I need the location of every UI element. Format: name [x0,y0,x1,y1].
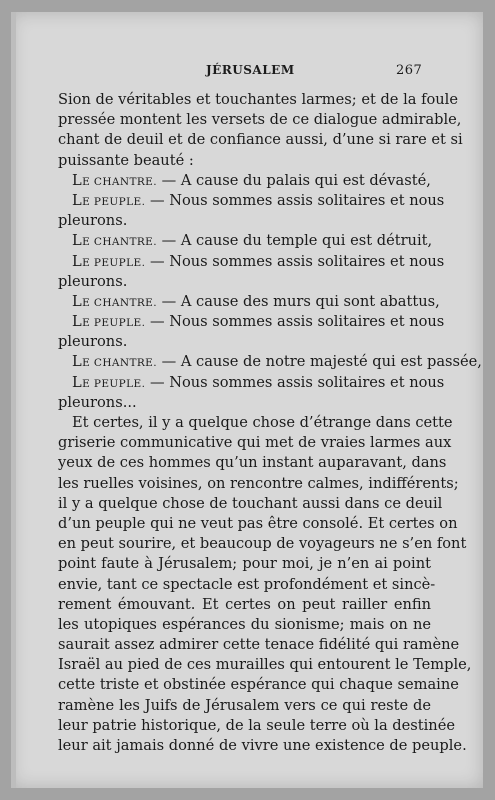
line-text: — A cause des murs qui sont abattus, [156,292,440,310]
text-line [58,191,445,211]
text-line [58,655,472,675]
line-text: saurait assez admirer cette tenace fidélité qui ramène [58,636,460,654]
line-text: — A cause de notre majesté qui est passée, [156,353,482,371]
line-text: rement émouvant. Et certes on peut railler enfin [58,595,431,613]
text-line [58,332,431,352]
line-text: — A cause du palais qui est dévasté, [156,171,431,189]
line-text: les utopiques espérances du sionisme; mais on ne [58,615,431,633]
speaker-label: LE PEUPLE. [72,191,146,209]
line-text: il y a quelque chose de touchant aussi dans ce deuil [58,494,443,512]
text-line [58,151,431,171]
line-text: chant de deuil et de confiance aussi, d’une si rare et si [58,131,463,149]
speaker-label: LE PEUPLE. [72,373,146,391]
line-text: puissante beauté : [58,151,194,169]
page-gutter [11,12,16,788]
page-number: 267 [396,63,423,78]
text-line [58,272,431,292]
line-text: d’un peuple qui ne veut pas être consolé. Et certes on [58,514,458,532]
text-line [58,514,458,534]
text-line [58,252,445,272]
text-line [58,130,463,150]
speaker-label: LE CHANTRE. [72,232,157,250]
text-line [58,534,467,554]
text-line [58,474,459,494]
running-title: JÉRUSALEM [206,63,295,77]
speaker-label: LE CHANTRE. [72,353,157,371]
line-text: leur patrie historique, de la seule terre où la destinée [58,716,455,734]
text-line [58,90,458,110]
line-text: envie, tant ce spectacle est profondément et sincè- [58,575,436,593]
line-text: pleurons. [58,272,128,290]
text-line [58,575,436,595]
text-line [58,554,431,574]
text-line [58,736,467,756]
line-text: pleurons. [58,212,128,230]
text-line [58,615,431,635]
page-header [11,63,483,81]
line-text: leur ait jamais donné de vivre une existence de peuple. [58,737,467,754]
line-text: en peut sourire, et beaucoup de voyageurs ne s’en font [58,535,467,553]
line-text: pleurons... [58,393,137,411]
text-line [58,312,445,332]
line-text: point faute à Jérusalem; pour moi, je n’en ai point [58,555,431,573]
speaker-label: LE CHANTRE. [72,171,157,189]
line-text: — A cause du temple qui est détruit, [156,232,433,250]
text-line [58,413,453,433]
text-line [58,292,440,312]
text-line [58,352,482,372]
text-line [58,373,445,393]
text-line [58,675,459,695]
text-line [58,635,460,655]
line-text: pressée montent les versets de ce dialogue admirable, [58,111,462,129]
line-text: pleurons. [58,333,128,351]
line-text: griserie communicative qui met de vraies larmes aux [58,434,452,452]
line-text: — Nous sommes assis solitaires et nous [145,373,445,391]
text-line [58,231,431,251]
line-text: les ruelles voisines, on rencontre calmes, indifférents; [58,474,459,492]
text-line [58,696,431,716]
line-text: — Nous sommes assis solitaires et nous [145,252,445,270]
book-page [11,12,483,788]
line-text: Israël au pied de ces murailles qui entourent le Temple, [58,656,472,674]
text-line [58,393,431,413]
text-line [58,433,452,453]
text-line [58,716,455,736]
body-text [58,90,482,756]
line-text: yeux de ces hommes qu’un instant auparavant, dans [58,454,447,472]
line-text: ramène les Juifs de Jérusalem vers ce qui reste de [58,696,431,714]
line-text: — Nous sommes assis solitaires et nous [145,191,445,209]
speaker-label: LE PEUPLE. [72,313,146,331]
line-text: — Nous sommes assis solitaires et nous [145,313,445,331]
speaker-label: LE CHANTRE. [72,292,157,310]
line-text: Et certes, il y a quelque chose d’étrange dans cette [72,414,453,431]
line-text: cette triste et obstinée espérance qui chaque semaine [58,676,459,694]
speaker-label: LE PEUPLE. [72,252,146,270]
text-line [58,110,462,130]
text-line [58,171,431,191]
text-line [58,453,447,473]
text-line [58,595,431,615]
line-text: Sion de véritables et touchantes larmes; et de la foule [58,91,458,108]
text-line [58,211,431,231]
text-line [58,494,443,514]
